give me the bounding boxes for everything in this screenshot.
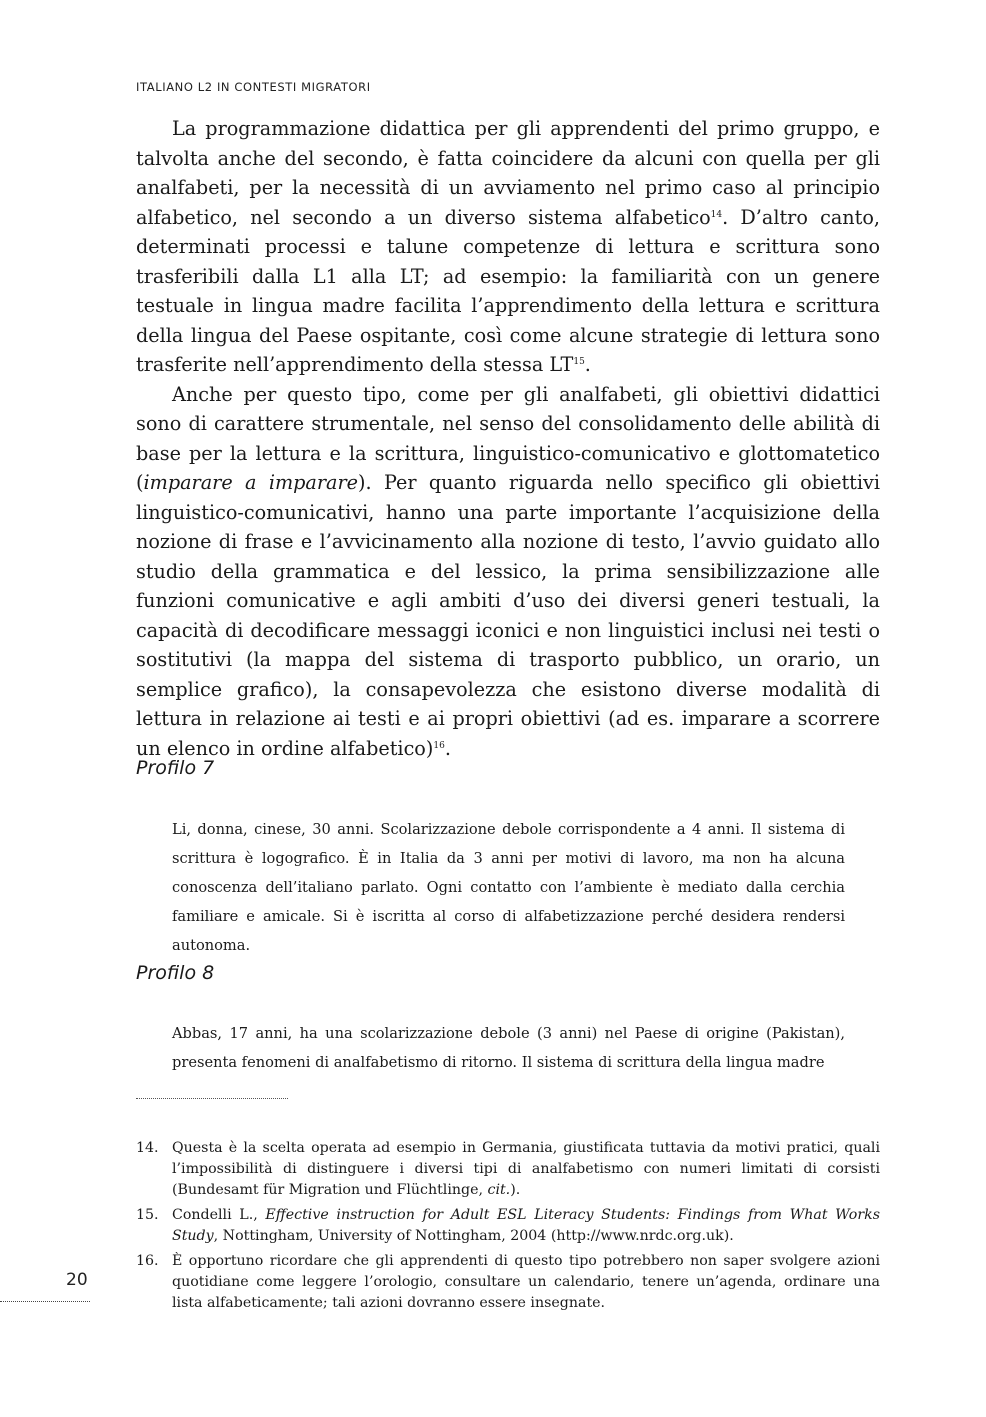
footnote-ref-15[interactable]: 15 [573, 357, 585, 367]
footnote-15: 15. Condelli L., Effective instruction for Adult ESL Literacy Students: Findings from What Works Study, Nottingham, University of Nottingham, 2004 (http://www.nrdc.org.uk). [136, 1207, 880, 1244]
footnote-ref-14[interactable]: 14 [710, 209, 723, 220]
footnote-14: 14. Questa è la scelta operata ad esempio in Germania, giustificata tuttavia da motivi pratici, quali l’impossibilità di distinguere i diversi tipi di analfabetismo con numeri limitati di corsisti (Bundesamt für Migration und Flüchtlinge, cit.). [136, 1140, 880, 1198]
profile-7-text: Li, donna, cinese, 30 anni. Scolarizzazione debole corrispondente a 4 anni. Il sistema di scrittura è logografico. È in Italia da 3 anni per motivi di lavoro, ma non ha alcuna conoscenza dell’italiano parlato. Ogni contatto con l’ambiente è mediato dalla cerchia familiare e amicale. Si è iscritta al corso di alfabetizzazione perché desidera rendersi autonoma. [172, 821, 845, 954]
page-number-rule [0, 1301, 90, 1302]
footnote-separator [136, 1098, 288, 1099]
paragraph-2: Anche per questo tipo, come per gli analfabeti, gli obiettivi didattici sono di carattere strumentale, nel senso del consolidamento delle abilità di base per la lettura e la scrittura, linguistico-comunicativo e glottomatetico (imparare a imparare). Per quanto riguarda nello specifico gli obiettivi linguistico-comunicativi, hanno una parte importante l’acquisizione della nozione di frase e l’avvicinamento alla nozione di testo, l’avvio guidato allo studio della grammatica e del lessico, la prima sensibilizzazione alle funzioni comunicative e agli ambiti d’uso dei diversi generi testuali, la capacità di decodificare messaggi iconici e non linguistici inclusi nei testi o sostitutivi (la mappa del sistema di trasporto pubblico, un orario, un semplice grafico), la consapevolezza che esistono diverse modalità di lettura in relazione ai testi e ai propri obiettivi (ad es. imparare a scorrere un elenco in ordine alfabetico)$^{16}$. [136, 382, 880, 760]
running-head: ITALIANO L2 IN CONTESTI MIGRATORI [136, 80, 371, 94]
footnote-16: 16. È opportuno ricordare che gli apprendenti di questo tipo potrebbero non saper svolgere azioni quotidiane come leggere l’orologio, consultare un calendario, tenere un’agenda, ordinare una lista alfabeticamente; tali azioni dovranno essere insegnate. [136, 1253, 880, 1311]
main-text [136, 114, 880, 763]
profile-8-title: Profilo 8 [136, 962, 215, 984]
emphasis-imparare: imparare a imparare [143, 471, 359, 494]
footnotes [136, 1138, 880, 1318]
page-number: 20 [66, 1270, 88, 1290]
footnote-ref-16[interactable]: 16 [433, 740, 445, 751]
profile-8-text: Abbas, 17 anni, ha una scolarizzazione debole (3 anni) nel Paese di origine (Pakistan), presenta fenomeni di analfabetismo di ritorno. Il sistema di scrittura della lingua madre [172, 1025, 845, 1071]
profile-7-title: Profilo 7 [136, 757, 215, 779]
paragraph-1: La programmazione didattica per gli apprendenti del primo gruppo, e talvolta anche del secondo, è fatta coincidere da alcuni con quella per gli analfabeti, per la necessità di un avviamento nel primo caso al principio alfabetico, nel secondo a un diverso sistema alfabetico$^{14}$. D’altro canto, determinati processi e talune competenze di lettura e scrittura sono trasferibili dalla L1 alla LT; ad esempio: la familiarità con un genere testuale in lingua madre facilita l’apprendimento della lettura e scrittura della lingua del Paese ospitante, così come alcune strategie di lettura sono trasferite nell’apprendimento della stessa LT$^{15}$. [136, 117, 880, 376]
